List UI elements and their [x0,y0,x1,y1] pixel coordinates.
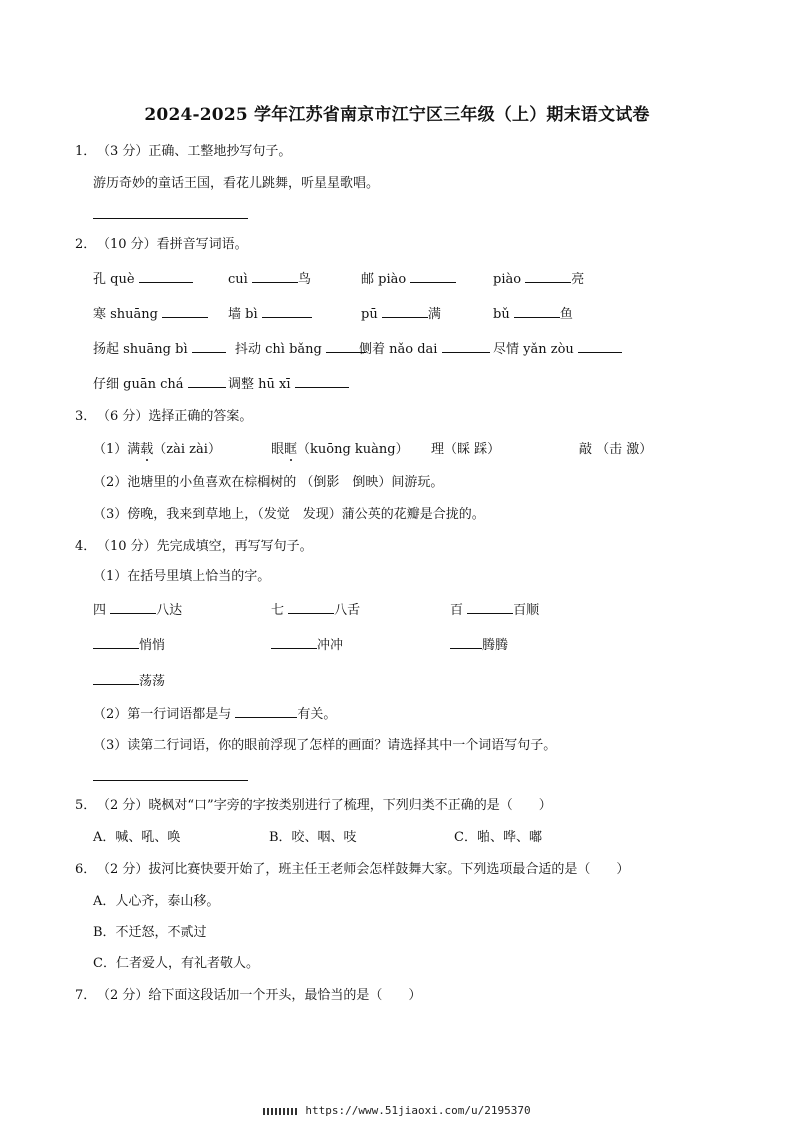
fill-blank[interactable] [235,705,297,718]
fill-blank[interactable] [262,305,312,318]
choice-item: （1）满载（zài zài） [93,442,221,457]
pinyin-item: 抖动 chì bǎng [235,340,366,359]
idiom-item: 荡荡 [93,672,165,691]
pinyin-item: 尽情 yǎn zòu [493,340,622,359]
idiom-item: 七 八舌 [271,603,361,618]
pinyin-item: 孔 què [93,270,193,289]
idiom-item: 百 百顺 [450,603,540,618]
question-5 [75,797,552,815]
question-number: 3． [75,409,97,424]
question-number: 4． [75,539,97,554]
answer-line[interactable] [93,217,248,219]
fill-blank[interactable] [467,601,513,614]
choice-item: 敲 （击 激） [579,442,653,457]
q4-sub-2: （2）第一行词语都是与 有关。 [93,707,337,722]
fill-blank[interactable] [192,340,226,353]
pinyin-item: 扬起 shuāng bì [93,340,226,359]
fill-blank[interactable] [295,375,349,388]
option-c[interactable]: C．啪、哗、嘟 [454,830,542,845]
fill-blank[interactable] [578,340,622,353]
pinyin-item: 寒 shuāng [93,305,208,324]
pinyin-item: 邮 piào [361,270,456,289]
fill-blank[interactable] [288,601,334,614]
fill-blank[interactable] [450,636,482,649]
pinyin-item: 仔细 guān chá [93,375,226,394]
q4-sub-3: （3）读第二行词语，你的眼前浮现了怎样的画面？请选择其中一个词语写句子。 [93,738,557,753]
fill-blank[interactable] [252,270,298,283]
fill-blank[interactable] [162,305,208,318]
fill-blank[interactable] [93,672,139,685]
question-3 [75,408,252,426]
option-a[interactable]: A．喊、吼、唤 [93,830,181,845]
idiom-item: 腾腾 [450,636,508,655]
q4-sub-1: （1）在括号里填上恰当的字。 [93,569,271,584]
copy-sentence: 游历奇妙的童话王国，看花儿跳舞，听星星歌唱。 [93,176,380,191]
q3-sub-2: （2）池塘里的小鱼喜欢在棕榈树的 （倒影 倒映）间游玩。 [93,475,444,490]
fill-blank[interactable] [139,270,193,283]
pinyin-item: 侧着 nǎo dai [359,340,490,359]
pinyin-item: piào 亮 [493,272,585,287]
question-text: （10 分）看拼音写词语。 [97,237,248,252]
pinyin-item: bǔ 鱼 [493,307,573,322]
fill-blank[interactable] [93,636,139,649]
fill-blank[interactable] [514,305,560,318]
pinyin-item: pū 满 [361,307,441,322]
option-c[interactable]: C．仁者爱人，有礼者敬人。 [93,956,259,971]
page-title: 2024-2025 学年江苏省南京市江宁区三年级（上）期末语文试卷 [144,105,650,125]
choice-item: 眼眶（kuōng kuàng） [271,442,409,457]
pinyin-item: cuì 鸟 [228,272,311,287]
question-text: （2 分）晓枫对“口”字旁的字按类别进行了梳理，下列归类不正确的是（ ） [97,798,552,813]
fill-blank[interactable] [271,636,317,649]
fill-blank[interactable] [110,601,156,614]
fill-blank[interactable] [442,340,490,353]
idiom-item: 悄悄 [93,636,165,655]
question-6 [75,861,629,879]
question-text: （2 分）给下面这段话加一个开头，最恰当的是（ ） [97,988,422,1003]
question-number: 6． [75,862,97,877]
watermark-logo [263,1108,299,1115]
idiom-item: 四 八达 [93,603,183,618]
idiom-item: 冲冲 [271,636,343,655]
question-4 [75,538,313,556]
question-text: （10 分）先完成填空，再写写句子。 [97,539,313,554]
fill-blank[interactable] [188,375,226,388]
fill-blank[interactable] [525,270,571,283]
fill-blank[interactable] [410,270,456,283]
footer [0,1104,794,1117]
question-text: （2 分）拔河比赛快要开始了，班主任王老师会怎样鼓舞大家。下列选项最合适的是（ ） [97,862,630,877]
question-text: （3 分）正确、工整地抄写句子。 [97,144,292,159]
question-number: 5． [75,798,97,813]
choice-item: 理（睬 踩） [431,442,501,457]
question-number: 1． [75,144,97,159]
option-b[interactable]: B．不迁怒，不贰过 [93,925,207,940]
question-number: 2． [75,237,97,252]
q3-sub-3: （3）傍晚，我来到草地上，（发觉 发现）蒲公英的花瓣是合拢的。 [93,507,485,522]
answer-line[interactable] [93,779,248,781]
question-number: 7． [75,988,97,1003]
fill-blank[interactable] [382,305,428,318]
option-a[interactable]: A．人心齐，泰山移。 [93,894,220,909]
question-1 [75,143,291,161]
pinyin-item: 调整 hū xī [228,375,349,394]
question-7 [75,987,421,1005]
question-2 [75,236,248,254]
pinyin-item: 墙 bì [228,305,312,324]
option-b[interactable]: B．咬、咽、吱 [269,830,357,845]
question-text: （6 分）选择正确的答案。 [97,409,253,424]
footer-url[interactable]: https://www.51jiaoxi.com/u/2195370 [305,1104,531,1117]
